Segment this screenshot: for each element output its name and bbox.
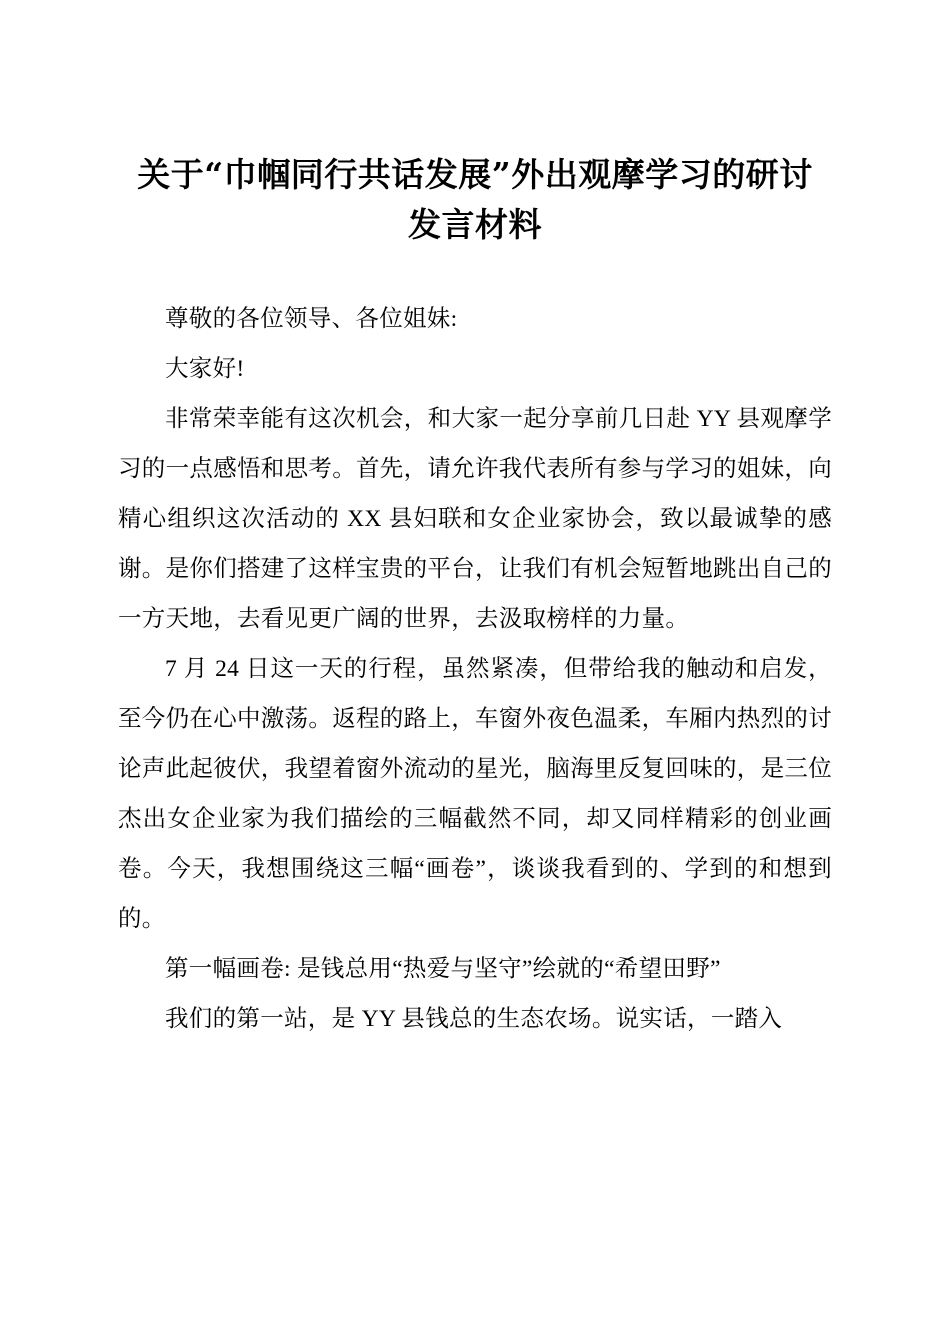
paragraph-salutation: 尊敬的各位领导、各位姐妹: <box>165 306 458 332</box>
paragraph-body-1: 非常荣幸能有这次机会，和大家一起分享前几日赴 YY 县观摩学习的一点感悟和思考。首先，请允许我代表所有参与学习的姐妹，向精心组织这次活动的 XX 县妇联和女企业家协会，致以最诚挚的感谢。是你们搭建了这样宝贵的平台，让我们有机会短暂地跳出自己的一方天地，去看见更广阔的世界，去汲取榜样的力量。 <box>118 406 832 632</box>
paragraph-heading-1: 第一幅画卷: 是钱总用“热爱与坚守”绘就的“希望田野” <box>165 956 721 982</box>
paragraph-greeting: 大家好! <box>165 356 245 382</box>
paragraph-body-2: 7 月 24 日这一天的行程，虽然紧凑，但带给我的触动和启发，至今仍在心中激荡。返程的路上，车窗外夜色温柔，车厢内热烈的讨论声此起彼伏，我望着窗外流动的星光，脑海里反复回味的，是三位杰出女企业家为我们描绘的三幅截然不同，却又同样精彩的创业画卷。今天，我想围绕这三幅“画卷”，谈谈我看到的、学到的和想到的。 <box>118 656 832 932</box>
paragraph-body-3: 我们的第一站，是 YY 县钱总的生态农场。说实话，一踏入 <box>165 1006 783 1032</box>
page-title: 关于“巾帼同行共话发展”外出观摩学习的研讨发言材料 <box>137 155 813 244</box>
